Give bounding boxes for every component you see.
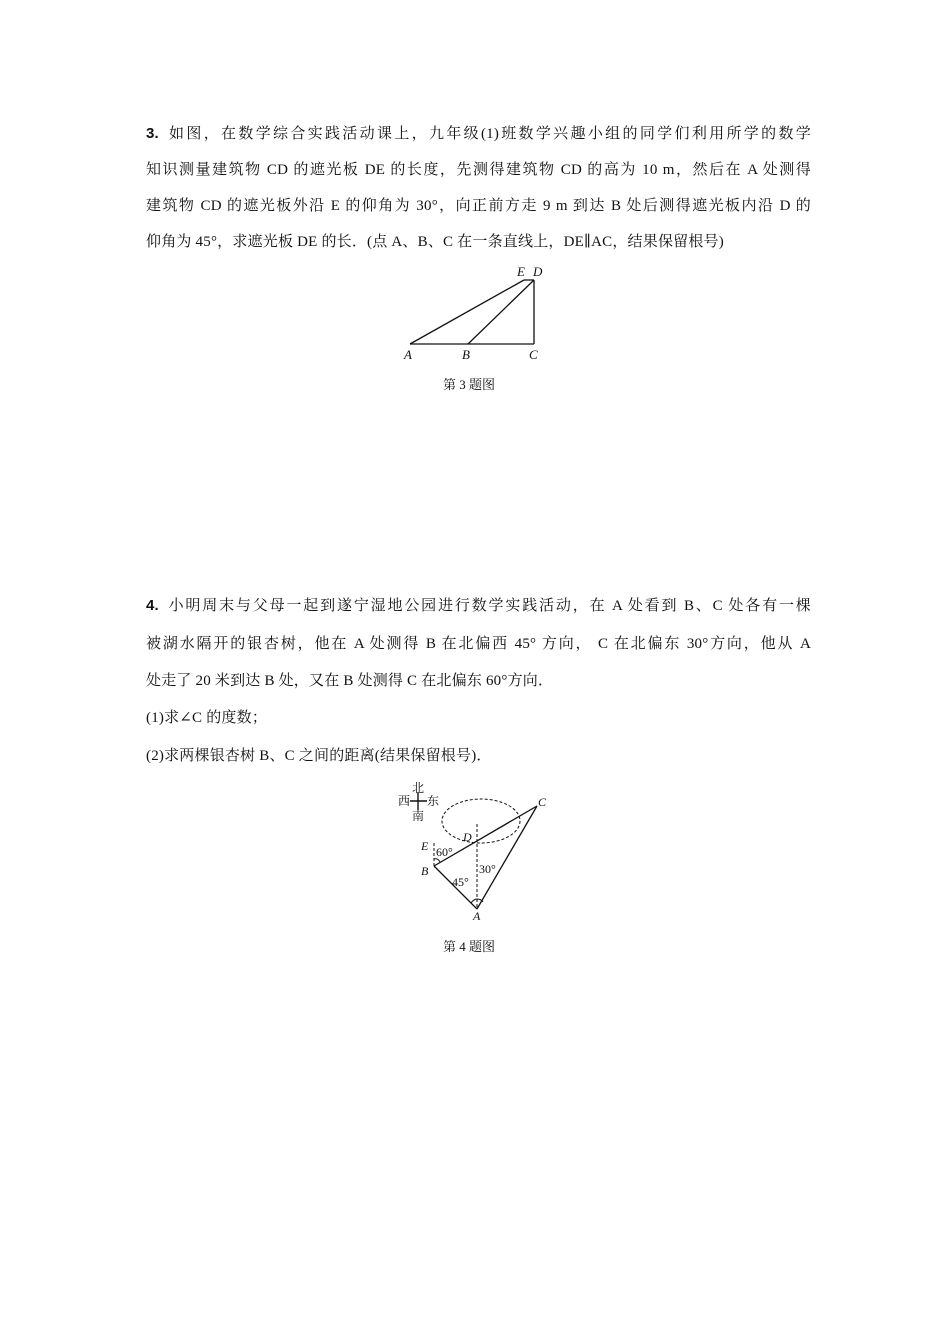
label-D: D bbox=[533, 264, 543, 279]
compass-north: 北 bbox=[412, 781, 425, 795]
problem4-figure bbox=[390, 775, 560, 925]
problem4-question-2: (2)求两棵银杏树 B、C 之间的距离(结果保留根号)． bbox=[146, 748, 492, 764]
label-B: B bbox=[462, 347, 470, 362]
lake-outline bbox=[442, 799, 520, 843]
compass-icon bbox=[398, 781, 439, 823]
label-C: C bbox=[538, 795, 547, 809]
label-A: A bbox=[473, 909, 481, 923]
problem3-caption: 第 3 题图 bbox=[443, 377, 496, 392]
problem4-text: 小明周末与父母一起到遂宁湿地公园进行数学实践活动，在 A 处看到 B、C 处各有一棵 bbox=[166, 598, 811, 614]
problem3-text: 如图，在数学综合实践活动课上，九年级(1)班数学兴趣小组的同学们利用所学的数学 bbox=[166, 126, 811, 142]
problem4-line-3: 处走了 20 米到达 B 处，又在 B 处测得 C 在北偏东 60°方向． bbox=[146, 673, 554, 689]
label-E: E bbox=[517, 264, 525, 279]
angle-45: 45° bbox=[452, 875, 469, 889]
problem4-question-1: (1)求∠C 的度数； bbox=[146, 710, 268, 726]
label-C: C bbox=[529, 347, 538, 362]
problem3-number: 3. bbox=[146, 125, 159, 142]
line-AC bbox=[477, 806, 537, 909]
label-A: A bbox=[404, 347, 412, 362]
problem3-figure bbox=[395, 258, 560, 368]
compass-west: 西 bbox=[398, 794, 411, 808]
label-E: E bbox=[421, 839, 429, 853]
angle-60: 60° bbox=[436, 845, 453, 859]
compass-south: 南 bbox=[412, 809, 425, 823]
problem3-line-4: 仰角为 45°，求遮光板 DE 的长．(点 A、B、C 在一条直线上，DE∥AC，结果保留根号) bbox=[146, 234, 724, 250]
problem4-line-2: 被湖水隔开的银杏树，他在 A 处测得 B 在北偏西 45° 方向， C 在北偏东 30°方向，他从 A bbox=[146, 636, 811, 652]
label-B: B bbox=[421, 864, 429, 878]
compass-east: 东 bbox=[427, 794, 440, 808]
line-BD bbox=[468, 280, 534, 344]
line-AE bbox=[410, 280, 524, 344]
problem4-line-1 bbox=[146, 596, 811, 616]
problem4-caption: 第 4 题图 bbox=[443, 939, 496, 954]
problem3-line-1 bbox=[146, 124, 811, 144]
problem3-line-2: 知识测量建筑物 CD 的遮光板 DE 的长度，先测得建筑物 CD 的高为 10 m，然后在 A 处测得 bbox=[146, 162, 811, 178]
angle-30: 30° bbox=[479, 862, 496, 876]
problem3-line-3: 建筑物 CD 的遮光板外沿 E 的仰角为 30°，向正前方走 9 m 到达 B 处后测得遮光板内沿 D 的 bbox=[146, 198, 811, 214]
problem4-number: 4. bbox=[146, 597, 159, 614]
label-D: D bbox=[463, 830, 472, 844]
